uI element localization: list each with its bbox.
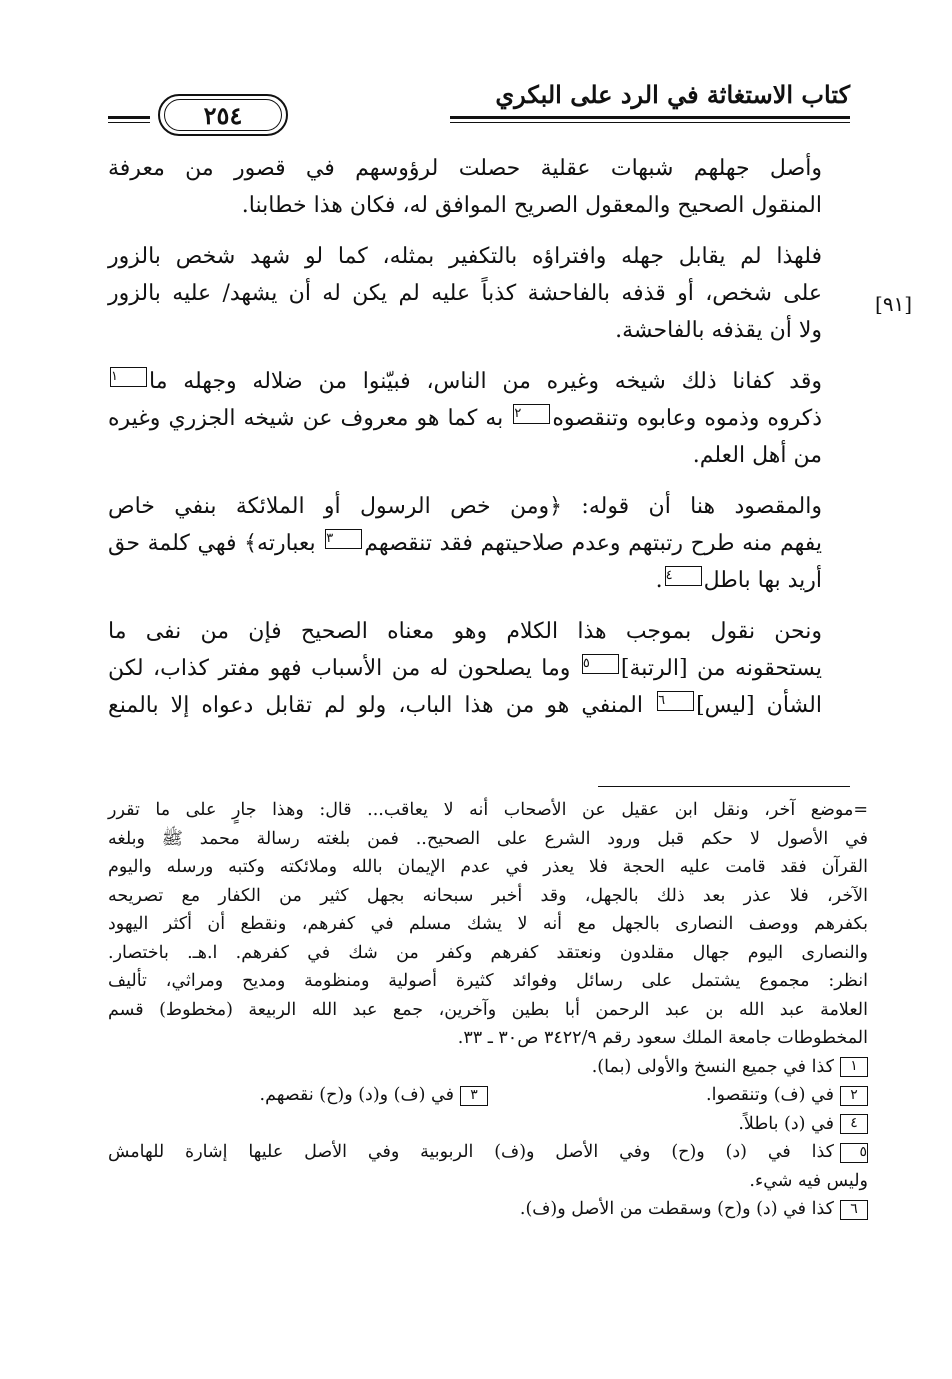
footnote-item <box>108 1195 868 1224</box>
text-segment: يستحقونه من [الرتبة] <box>620 656 822 681</box>
footnote-number: ٥ <box>840 1143 868 1163</box>
footnote-text: كذا في جميع النسخ والأولى (بما). <box>591 1056 834 1077</box>
text-line: من أهل العلم. <box>692 443 822 468</box>
footnote-continuation: وليس فيه شيء. <box>749 1170 868 1191</box>
footnote-text: في (ف) وتنقصوا. <box>706 1085 834 1105</box>
footnote-line: والنصارى اليوم جهال مقلدون ونعتقد كفرهم وكفر من شك في كفرهم. ا.هـ. باختصار. <box>108 942 868 963</box>
footnote-ref[interactable]: ١ <box>110 367 147 387</box>
footnote-line: القرآن فقد قامت عليه الحجة فلا يعذر في عدم الإيمان بالله وملائكته وكتبه ورسله واليوم <box>108 857 868 877</box>
paragraph <box>108 488 850 599</box>
text-segment: أريد بها باطل <box>703 568 822 593</box>
text-segment: المنفي هو من هذا الباب، ولو لم تقابل دعواه إلا بالمنع <box>108 693 643 718</box>
footnote-line: العلامة عبد الله بن عبد الرحمن أبا بطين وآخرين، جمع عبد الله الربيعة (مخطوط) قسم <box>108 999 868 1020</box>
paragraph <box>108 613 850 724</box>
page-header <box>108 80 850 130</box>
text-line: ولا أن يقذفه بالفاحشة. <box>615 318 822 343</box>
page-number: ٢٥٤ <box>164 99 282 131</box>
footnote-item <box>488 1081 868 1110</box>
footnote-text: كذا في (د) و(ح) وسقطت من الأصل و(ف). <box>519 1199 834 1219</box>
header-rule-left <box>108 116 150 119</box>
footnote-ref[interactable]: ٥ <box>582 654 619 674</box>
header-rule-left-thin <box>108 122 150 123</box>
footnote-item <box>108 1110 868 1139</box>
footnote-line: بكفرهم ووصف النصارى بالجهل مع أنه لا يشك مسلم في كفرهم، ونقطع أن أكثر اليهود <box>108 914 868 934</box>
footnote-text: في (ف) و(د) و(ح) نقصهم. <box>259 1085 454 1105</box>
footnote-ref[interactable]: ٢ <box>513 404 550 424</box>
text-line <box>108 525 850 562</box>
paragraph <box>108 363 850 474</box>
footnote-row <box>108 1081 868 1110</box>
text-segment: وما يصلحون له من الأسباب فهو مفتر كذاب، لكن <box>108 656 571 681</box>
footnote-number: ٤ <box>840 1114 868 1134</box>
text-line <box>108 687 850 724</box>
main-text <box>108 150 850 738</box>
text-segment: يفهم منه طرح رتبتهم وعدم صلاحيتهم فقد تنقصهم <box>364 531 822 556</box>
footnote-number: ٦ <box>840 1200 868 1220</box>
text-line: ونحن نقول بموجب هذا الكلام وهو معناه الصحيح فإن من نفى ما <box>108 619 822 644</box>
footnote-line: =موضع آخر، ونقل ابن عقيل عن الأصحاب أنه لا يعاقب... قال: وهذا جارٍ على ما تقرر <box>108 800 868 820</box>
footnote-number: ٢ <box>840 1086 868 1106</box>
text-line <box>108 363 850 400</box>
text-segment: به كما هو معروف عن شيخه الجزري وغيره <box>108 406 504 431</box>
footnote-line: في الأصول لا حكم قبل ورود الشرع على الصحيح.. فمن بلغته رسالة محمد ﷺ وبلغه <box>108 828 868 849</box>
running-title: كتاب الاستغاثة في الرد على البكري <box>495 80 850 109</box>
footnote-ref[interactable]: ٤ <box>665 566 702 586</box>
text-segment: الشأن [ليس] <box>696 693 822 718</box>
footnote-separator <box>598 786 850 787</box>
page-number-frame <box>158 94 288 136</box>
footnote-item <box>108 1053 868 1082</box>
paragraph <box>108 238 850 349</box>
text-line: وأصل جهلهم شبهات عقلية حصلت لرؤوسهم في قصور من معرفة <box>108 156 822 181</box>
text-segment: وقد كفانا ذلك شيخه وغيره من الناس، فبيّنوا من ضلاله وجهله ما <box>148 369 822 394</box>
text-line: فلهذا لم يقابل جهله وافتراؤه بالتكفير بمثله، كما لو شهد شخص بالزور <box>108 244 822 269</box>
text-segment: بعبارته﴾ فهي كلمة حق <box>108 531 316 556</box>
text-line: والمقصود هنا أن قوله: ﴿ومن خص الرسول أو الملائكة بنفي خاص <box>108 494 822 519</box>
text-line: على شخص، أو قذفه بالفاحشة كذباً عليه لم يكن له أن يشهد/ عليه بالزور <box>108 281 822 306</box>
header-rule-thin <box>450 122 850 123</box>
margin-page-marker: [٩١] <box>875 292 913 316</box>
footnote-line: الآخر، فلا عذر بعد ذلك بالجهل، وقد أخبر سبحانه بجهل كثير من الكفار مع تصريحه <box>108 885 868 906</box>
footnote-item <box>108 1081 488 1110</box>
footnote-ref[interactable]: ٣ <box>325 529 362 549</box>
footnote-ref[interactable]: ٦ <box>657 691 694 711</box>
footnotes <box>108 796 868 1224</box>
text-line: المنقول الصحيح والمعقول الصريح الموافق له، فكان هذا خطابنا. <box>241 193 822 218</box>
text-line <box>108 650 850 687</box>
footnote-line: المخطوطات جامعة الملك سعود رقم ٣٤٢٢/٩ ص٣٠ ـ ٣٣. <box>457 1028 868 1048</box>
text-segment: ذكروه وذموه وعابوه وتنقصوه <box>552 406 822 431</box>
paragraph <box>108 150 850 224</box>
footnote-number: ١ <box>840 1057 868 1077</box>
footnote-number: ٣ <box>460 1086 488 1106</box>
footnote-item <box>108 1138 868 1167</box>
text-line: أريد بها باطل٤. <box>655 567 822 593</box>
footnote-text: في (د) باطلاً. <box>738 1113 834 1134</box>
header-rule <box>450 116 850 119</box>
footnote-line: انظر: مجموع يشتمل على رسائل وفوائد كثيرة أصولية ومنظومة ومديح ومراثي، تأليف <box>108 971 868 991</box>
text-line <box>108 400 850 437</box>
footnote-text: كذا في (د) و(ح) وفي الأصل و(ف) الربوبية وفي الأصل عليها إشارة للهامش <box>108 1142 834 1162</box>
